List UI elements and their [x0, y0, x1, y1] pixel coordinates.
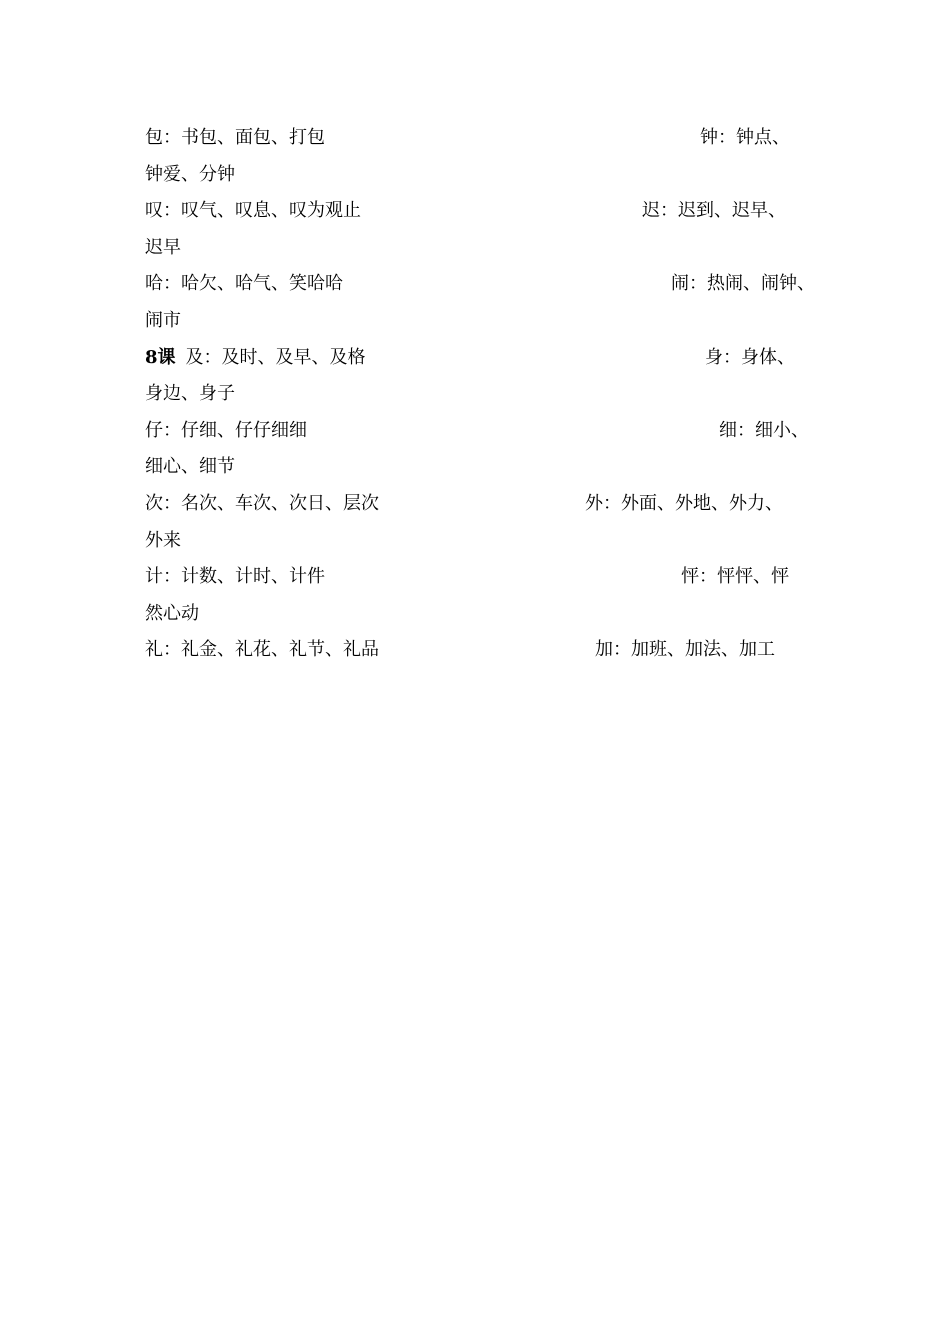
vocab-line-continuation	[145, 596, 825, 633]
vocab-entry-left: 外来	[145, 529, 181, 551]
vocab-entry-left: 闹市	[145, 309, 181, 331]
vocab-entry-right: 外：外面、外地、外力、	[585, 492, 783, 514]
vocab-line-continuation	[145, 523, 825, 560]
vocab-line	[145, 266, 825, 303]
vocab-entry-left: 礼：礼金、礼花、礼节、礼品	[145, 639, 379, 661]
vocab-line-continuation	[145, 449, 825, 486]
lesson-label: 8课	[145, 346, 176, 368]
vocab-line-continuation	[145, 230, 825, 267]
vocab-line	[145, 486, 825, 523]
vocab-entry-right: 怦：怦怦、怦	[681, 566, 789, 588]
vocabulary-list	[145, 120, 825, 669]
vocab-line	[145, 632, 825, 669]
vocab-entry-left: 然心动	[145, 602, 199, 624]
vocab-line	[145, 120, 825, 157]
vocab-line	[145, 413, 825, 450]
vocab-entry-left: 细心、细节	[145, 456, 235, 478]
vocab-line-continuation	[145, 376, 825, 413]
vocab-line	[145, 340, 825, 377]
vocab-entry-left: 迟早	[145, 236, 181, 258]
vocab-entry-right: 迟：迟到、迟早、	[642, 200, 786, 222]
vocab-entry-left: 身边、身子	[145, 383, 235, 405]
vocab-entry-right: 加：加班、加法、加工	[595, 639, 775, 661]
vocab-entry-right: 身：身体、	[705, 346, 795, 368]
vocab-entry-left: 包：书包、面包、打包	[145, 127, 325, 148]
vocab-entry-left: 钟爱、分钟	[145, 163, 235, 185]
vocab-entry-right: 细：细小、	[719, 419, 809, 441]
lesson-line-start	[145, 340, 366, 377]
vocab-entry-left: 计：计数、计时、计件	[145, 566, 325, 588]
vocab-entry-left: 仔：仔细、仔仔细细	[145, 419, 307, 441]
vocab-line	[145, 193, 825, 230]
vocab-line	[145, 559, 825, 596]
vocab-entry-left: 哈：哈欠、哈气、笑哈哈	[145, 273, 343, 295]
vocab-line-continuation	[145, 157, 825, 194]
vocab-entry-left: 叹：叹气、叹息、叹为观止	[145, 200, 361, 222]
vocab-entry-right: 钟：钟点、	[700, 127, 790, 148]
vocab-entry-right: 闹：热闹、闹钟、	[671, 273, 815, 295]
vocab-line-continuation	[145, 303, 825, 340]
vocab-entry-left: 次：名次、车次、次日、层次	[145, 492, 379, 514]
vocab-entry-left: 及：及时、及早、及格	[185, 346, 366, 368]
